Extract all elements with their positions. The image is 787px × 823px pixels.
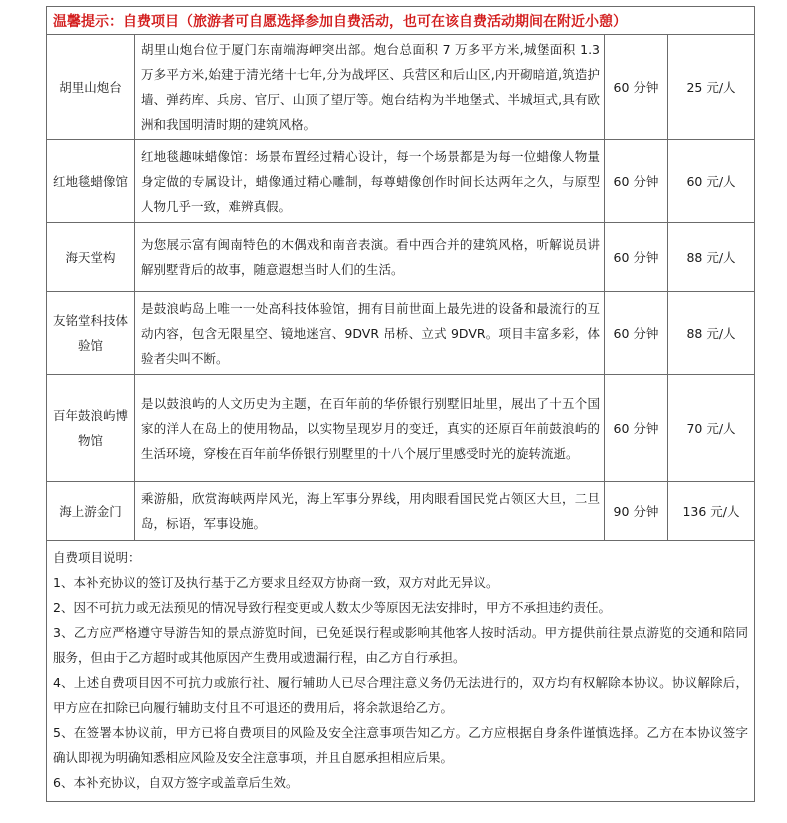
note-item: 5、在签署本协议前，甲方已将自费项目的风险及安全注意事项告知乙方。乙方应根据自身条件谨慎选择。乙方在本协议签字确认即视为明确知悉相应风险及安全注意事项，并且自愿承担相应后果。	[53, 725, 748, 765]
item-price: 60 元/人	[668, 140, 755, 223]
item-name: 友铭堂科技体验馆	[47, 292, 135, 375]
item-duration: 60 分钟	[605, 223, 668, 292]
item-price: 136 元/人	[668, 482, 755, 541]
item-name: 红地毯蜡像馆	[47, 140, 135, 223]
note-item: 6、本补充协议，自双方签字或盖章后生效。	[53, 775, 299, 790]
item-duration: 60 分钟	[605, 35, 668, 140]
note-item: 4、上述自费项目因不可抗力或旅行社、履行辅助人已尽合理注意义务仍无法进行的，双方均有权解除本协议。协议解除后，甲方应在扣除已向履行辅助支付且不可退还的费用后，将余款退给乙方。	[53, 675, 748, 715]
item-name: 胡里山炮台	[47, 35, 135, 140]
item-description: 为您展示富有闽南特色的木偶戏和南音表演。看中西合并的建筑风格，听解说员讲解别墅背后的故事，随意遐想当时人们的生活。	[135, 223, 605, 292]
notes-title: 自费项目说明：	[53, 550, 141, 565]
item-description: 是鼓浪屿岛上唯一一处高科技体验馆，拥有目前世面上最先进的设备和最流行的互动内容，包含无限星空、镜地迷宫、9DVR 吊桥、立式 9DVR。项目丰富多彩，体验者尖叫不断。	[135, 292, 605, 375]
table-row	[47, 140, 755, 223]
self-pay-items-table	[46, 6, 755, 802]
item-description: 胡里山炮台位于厦门东南端海岬突出部。炮台总面积 7 万多平方米,城堡面积 1.3 万多平方米,始建于清光绪十七年,分为战坪区、兵营区和后山区,内开砌暗道,筑造护墙、弹药库、兵房、官厅、山顶了望厅等。炮台结构为半地堡式、半城垣式,具有欧洲和我国明清时期的建筑风格。	[135, 35, 605, 140]
table-row	[47, 482, 755, 541]
self-pay-notes	[47, 541, 755, 802]
note-item: 2、因不可抗力或无法预见的情况导致行程变更或人数太少等原因无法安排时，甲方不承担违约责任。	[53, 600, 611, 615]
note-item: 3、乙方应严格遵守导游告知的景点游览时间，已免延误行程或影响其他客人按时活动。甲方提供前往景点游览的交通和陪同服务，但由于乙方超时或其他原因产生费用或遗漏行程，由乙方自行承担。	[53, 625, 748, 665]
item-duration: 60 分钟	[605, 292, 668, 375]
item-description: 红地毯趣味蜡像馆：场景布置经过精心设计，每一个场景都是为每一位蜡像人物量身定做的专属设计，蜡像通过精心雕制，每尊蜡像创作时间长达两年之久，与原型人物几乎一致，难辨真假。	[135, 140, 605, 223]
item-price: 88 元/人	[668, 223, 755, 292]
item-price: 70 元/人	[668, 375, 755, 482]
table-row	[47, 223, 755, 292]
note-item: 1、本补充协议的签订及执行基于乙方要求且经双方协商一致，双方对此无异议。	[53, 575, 499, 590]
table-row	[47, 35, 755, 140]
item-price: 88 元/人	[668, 292, 755, 375]
item-name: 海天堂构	[47, 223, 135, 292]
table-row	[47, 375, 755, 482]
item-name: 百年鼓浪屿博物馆	[47, 375, 135, 482]
item-name: 海上游金门	[47, 482, 135, 541]
item-description: 乘游船，欣赏海峡两岸风光，海上军事分界线，用肉眼看国民党占领区大旦，二旦岛，标语，军事设施。	[135, 482, 605, 541]
table-row	[47, 292, 755, 375]
item-duration: 60 分钟	[605, 140, 668, 223]
warm-reminder-header: 温馨提示：自费项目（旅游者可自愿选择参加自费活动，也可在该自费活动期间在附近小憩）	[47, 7, 755, 35]
item-description: 是以鼓浪屿的人文历史为主题，在百年前的华侨银行别墅旧址里，展出了十五个国家的洋人在岛上的使用物品，以实物呈现岁月的变迁，真实的还原百年前鼓浪屿的生活环境，穿梭在百年前华侨银行别墅里的十八个展厅里感受时光的旋转流逝。	[135, 375, 605, 482]
item-duration: 90 分钟	[605, 482, 668, 541]
item-price: 25 元/人	[668, 35, 755, 140]
item-duration: 60 分钟	[605, 375, 668, 482]
